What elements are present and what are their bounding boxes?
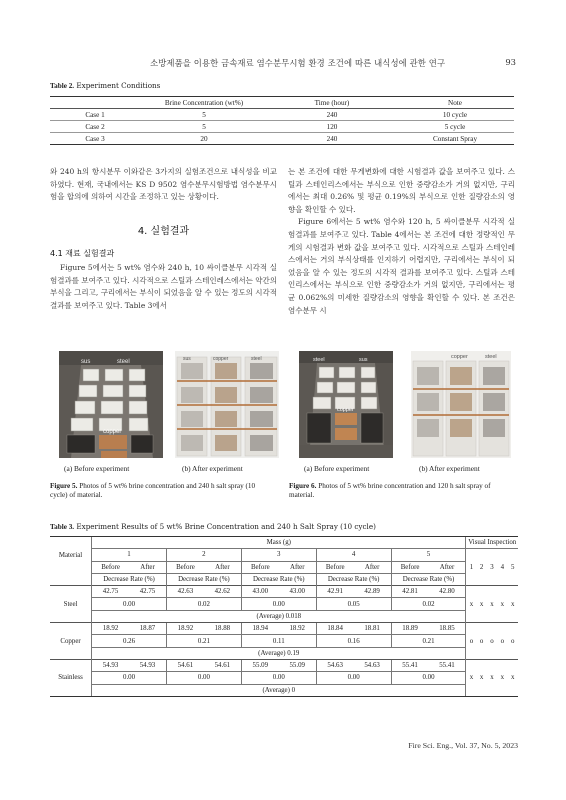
mass-value: 54.63 [316, 659, 353, 671]
table3-before-after-row [50, 561, 518, 573]
running-head-title: 소방제품을 이용한 금속재료 염수분무시험 환경 조건에 따른 내식성에 관한 연구 [150, 58, 446, 68]
mass-value: 54.61 [204, 659, 241, 671]
inspection-result: o [497, 623, 507, 660]
table-row [50, 623, 518, 635]
inspection-result: x [497, 586, 507, 623]
after-label: After [279, 561, 316, 573]
mass-value: 18.84 [316, 623, 353, 635]
decrease-label: Decrease Rate (%) [166, 573, 241, 585]
photo-label: steel [117, 359, 130, 365]
table2-cell: 20 [200, 134, 208, 143]
photo-label: steel [251, 356, 262, 362]
material-name: Copper [50, 623, 92, 660]
table2-header: Brine Concentration (wt%) [164, 98, 244, 107]
subsection-title: 4.1 재료 실험결과 [50, 249, 115, 259]
decrease-rate: 0.21 [166, 635, 241, 647]
decrease-rate: 0.00 [391, 672, 466, 684]
table2-cell: Case 2 [85, 122, 105, 131]
material-name: Stainless [50, 659, 92, 696]
mass-value: 55.41 [391, 659, 428, 671]
decrease-label: Decrease Rate (%) [92, 573, 167, 585]
decrease-rate: 0.05 [316, 598, 391, 610]
body-paragraph: 는 본 조건에 대한 무게변화에 대한 시험결과 값을 보여주고 있다. 스틸과 스테인리스에서는 부식으로 인한 중량감소가 거의 없지만, 구리에서는 최대 0.26% 및 평균 0.19%의 부식으로 인한 질량감소의 영향을 확인할 수 있다. [288, 167, 515, 214]
body-paragraph: Figure 5에서는 5 wt% 염수와 240 h, 10 싸이클분무 시각적 실험결과를 보여주고 있다. 시각적으로 스틸과 스테인레스에서는 약간의 부식을 그리고, 구리에서는 부식이 되었음을 알 수 있는 정도의 시각적 결과를 보여주고 있다. Table 3에서 [50, 262, 277, 310]
photo-label: sus [183, 356, 191, 362]
mass-value: 42.91 [316, 586, 353, 598]
inspection-result: o [466, 623, 476, 660]
table2-cell: 5 [202, 122, 206, 131]
table2-cell: Case 3 [85, 134, 105, 143]
inspection-result: o [508, 623, 518, 660]
figure5-label: Figure 5. [50, 482, 78, 490]
mass-value: 18.94 [241, 623, 278, 635]
after-label: After [354, 561, 391, 573]
before-label: Before [391, 561, 428, 573]
inspection-number: 3 [490, 563, 494, 571]
inspection-result: x [476, 586, 486, 623]
mass-value: 18.85 [429, 623, 466, 635]
decrease-rate: 0.26 [92, 635, 167, 647]
mass-value: 18.88 [204, 623, 241, 635]
table2-label: Table 2. [50, 82, 75, 90]
table2-header [50, 97, 140, 109]
table-row [50, 598, 518, 610]
decrease-rate: 0.11 [241, 635, 316, 647]
inspection-number: 2 [479, 563, 484, 571]
table2-cell: Constant Spray [432, 134, 478, 143]
inspection-result: x [508, 659, 518, 696]
mass-value: 55.09 [241, 659, 278, 671]
inspection-result: x [466, 586, 476, 623]
table-row [50, 610, 518, 622]
material-header: Material [50, 537, 92, 574]
table3-sample-row [50, 549, 518, 561]
sample-number: 5 [391, 549, 466, 561]
mass-value: 42.89 [354, 586, 391, 598]
body-paragraph: Figure 6에서는 5 wt% 염수와 120 h, 5 싸이클분무 시각적 실험결과를 보여주고 있다. Table 4에서는 본 조건에 대한 정량적인 무게의 시험결과 변화 값을 보여주고 있다. 시각적으로 스틸과 스테인레스에서는 거의 부식상태를 인지하기 어렵지만, 구리에서는 부식이 되었음을 알 수 있는 정도의 시각적 결과를 보여주고 있다. 스틸과 스테인리스에서는 부식으로 인한 중량감소가 거의 없지만, 구리에서는 평균 0.062%의 미세한 질량감소의 영향을 확인할 수 있다. 본 조건은 염수분무 시 [288, 217, 515, 315]
table-row [50, 635, 518, 647]
table2-cell: 120 [326, 122, 338, 131]
page-number: 93 [505, 57, 516, 67]
figure5-caption [50, 482, 272, 501]
body-paragraph: 와 240 h의 항시분무 이와같은 3가지의 실험조건으로 내식성을 비교하였다. 현재, 국내에서는 KS D 9502 염수분무시험방법 염수분무시험을 합의에 의하여 시간을 조정하고 있는 상황이다. [50, 167, 277, 202]
mass-value: 43.00 [279, 586, 316, 598]
mass-value: 42.81 [391, 586, 428, 598]
before-label: Before [166, 561, 203, 573]
table2-cell: 240 [326, 110, 338, 119]
sample-number: 3 [241, 549, 316, 561]
average-rate: (Average) 0.018 [92, 610, 466, 622]
table-row [50, 684, 518, 696]
right-column [288, 166, 515, 317]
table2-header: Note [448, 98, 462, 107]
photo-label: sus [359, 357, 368, 363]
decrease-rate: 0.00 [241, 672, 316, 684]
left-column [50, 166, 277, 312]
mass-value: 54.93 [129, 659, 166, 671]
table-row [50, 109, 514, 121]
table2-cell: 5 cycle [444, 122, 466, 131]
photo-label: steel [485, 354, 497, 360]
mass-value: 42.75 [129, 586, 166, 598]
mass-value: 18.92 [92, 623, 129, 635]
decrease-label: Decrease Rate (%) [391, 573, 466, 585]
table3-caption [50, 522, 376, 531]
inspection-number: 4 [500, 563, 505, 571]
material-name: Steel [50, 586, 92, 623]
mass-value: 43.00 [241, 586, 278, 598]
photo-label: copper [213, 356, 229, 362]
inspection-result: x [487, 586, 497, 623]
inspection-number: 5 [511, 563, 515, 571]
photo-label: copper [103, 429, 122, 435]
photo-label: sus [81, 359, 91, 365]
decrease-label: Decrease Rate (%) [316, 573, 391, 585]
figure6-subcaption-a: (a) Before experiment [304, 464, 370, 473]
sample-number: 2 [166, 549, 241, 561]
mass-value: 54.61 [166, 659, 203, 671]
figure6-subcaption-b: (b) After experiment [419, 464, 480, 473]
table3 [50, 536, 518, 697]
table-row [50, 133, 514, 145]
mass-value: 42.80 [429, 586, 466, 598]
table-row [50, 121, 514, 133]
before-label: Before [316, 561, 353, 573]
figure6-label: Figure 6. [289, 482, 317, 490]
table2-caption [50, 81, 160, 90]
figure5-subcaption-b: (b) After experiment [182, 464, 243, 473]
table2-caption-text: Experiment Conditions [76, 81, 161, 90]
table2-cell: 10 cycle [442, 110, 468, 119]
mass-value: 42.63 [166, 586, 203, 598]
inspection-result: o [476, 623, 486, 660]
table3-decrease-row [50, 573, 518, 585]
table2-header: Time (hour) [314, 98, 350, 107]
journal-footer: Fire Sci. Eng., Vol. 37, No. 5, 2023 [408, 741, 518, 750]
after-label: After [129, 561, 166, 573]
decrease-rate: 0.00 [92, 672, 167, 684]
section-title: 4. 실험결과 [137, 225, 190, 237]
mass-value: 42.75 [92, 586, 129, 598]
mass-value: 54.63 [354, 659, 391, 671]
table2 [50, 96, 514, 145]
figure6-photo-after [411, 351, 511, 458]
visual-inspection-header: Visual Inspection [466, 537, 518, 549]
figure6-caption-text: Photos of 5 wt% brine concentration and 120 h salt spray of material. [289, 482, 491, 500]
inspection-result: x [497, 659, 507, 696]
mass-header: Mass (g) [92, 537, 466, 549]
inspection-result: x [508, 586, 518, 623]
sample-number: 4 [316, 549, 391, 561]
mass-value: 42.62 [204, 586, 241, 598]
decrease-rate: 0.00 [316, 672, 391, 684]
photo-label: copper [451, 354, 468, 360]
mass-value: 55.09 [279, 659, 316, 671]
inspection-result: x [476, 659, 486, 696]
figure5-caption-text: Photos of 5 wt% brine concentration and 240 h salt spray (10 cycle) of material. [50, 482, 256, 500]
before-label: Before [241, 561, 278, 573]
mass-value: 55.41 [429, 659, 466, 671]
inspection-result: x [466, 659, 476, 696]
decrease-rate: 0.00 [166, 672, 241, 684]
sample-number: 1 [92, 549, 167, 561]
table3-label: Table 3. [50, 523, 75, 531]
figure6-caption [289, 482, 515, 501]
average-rate: (Average) 0.19 [92, 647, 466, 659]
figure5-photo-after [175, 351, 279, 458]
decrease-rate: 0.16 [316, 635, 391, 647]
mass-value: 18.81 [354, 623, 391, 635]
table2-cell: Case 1 [85, 110, 105, 119]
inspection-number: 1 [466, 549, 476, 586]
figure5-subcaption-a: (a) Before experiment [64, 464, 130, 473]
after-label: After [429, 561, 466, 573]
mass-value: 18.89 [391, 623, 428, 635]
table2-cell: 240 [326, 134, 338, 143]
table-row [50, 647, 518, 659]
table3-caption-text: Experiment Results of 5 wt% Brine Concentration and 240 h Salt Spray (10 cycle) [76, 522, 376, 531]
table2-header-row [50, 97, 514, 109]
table-row [50, 586, 518, 598]
decrease-rate: 0.02 [391, 598, 466, 610]
mass-value: 18.87 [129, 623, 166, 635]
after-label: After [204, 561, 241, 573]
table2-cell: 5 [202, 110, 206, 119]
mass-value: 18.92 [166, 623, 203, 635]
decrease-label: Decrease Rate (%) [241, 573, 316, 585]
table3-body [50, 586, 518, 697]
table-row [50, 659, 518, 671]
inspection-result: x [487, 659, 497, 696]
figure5-photo-before [59, 351, 163, 458]
table-row [50, 672, 518, 684]
inspection-result: o [487, 623, 497, 660]
mass-value: 54.93 [92, 659, 129, 671]
mass-value: 18.92 [279, 623, 316, 635]
before-label: Before [92, 561, 129, 573]
decrease-rate: 0.00 [241, 598, 316, 610]
average-rate: (Average) 0 [92, 684, 466, 696]
decrease-rate: 0.00 [92, 598, 167, 610]
decrease-rate: 0.21 [391, 635, 466, 647]
photo-label: copper [337, 407, 354, 413]
decrease-rate: 0.02 [166, 598, 241, 610]
figure6-photo-before [299, 351, 393, 458]
photo-label: steel [313, 357, 325, 363]
